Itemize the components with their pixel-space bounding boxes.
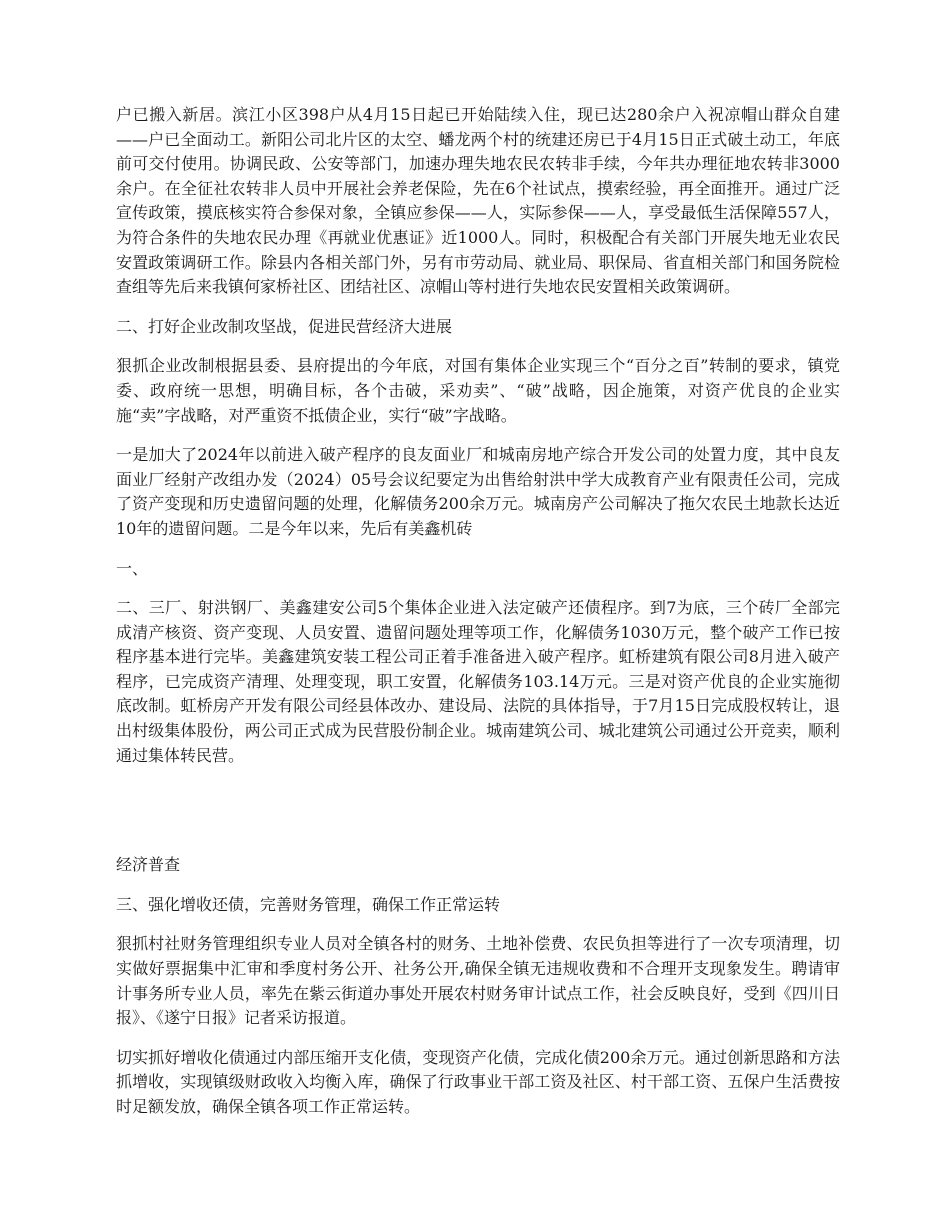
paragraph-bankruptcy-disposal: 一是加大了2024年以前进入破产程序的良友面业厂和城南房地产综合开发公司的处置力度，其中良友面业厂经射产改组办发（2024）05号会议纪要定为出售给射洪中学大成教育产业有限责任公司，完成了资产变现和历史遗留问题的处理，化解债务200余万元。城南房产公司解决了拖欠农民土地款长达近10年的遗留问题。二是今年以来，先后有美鑫机砖 [116,445,840,538]
section-heading-enterprise-reform: 二、打好企业改制攻坚战，促进民营经济大进展 [116,316,453,336]
blank-gap [116,783,840,853]
section-heading-finance: 三、强化增收还债，完善财务管理，确保工作正常运转 [116,894,501,914]
document-page [116,103,840,1135]
paragraph-debt-reduction: 切实抓好增收化债通过内部压缩开支化债，变现资产化债，完成化债200余万元。通过创新思路和方法抓增收，实现镇级财政收入均衡入库，确保了行政事业干部工资及社区、村干部工资、五保户生活费按时足额发放，确保全镇各项工作正常运转。 [116,1047,840,1116]
paragraph-reform-strategy: 狠抓企业改制根据县委、县府提出的今年底，对国有集体企业实现三个“百分之百”转制的要求，镇党委、政府统一思想，明确目标，各个击破，采劝卖”、“破”战略，因企施策，对资产优良的企业实施“卖”字战略，对严重资不抵债企业，实行“破”字战略。 [116,356,840,425]
paragraph-resettlement: 户已搬入新居。滨江小区398户从4月15日起已开始陆续入住，现已达280余户入祝凉帽山群众自建——户已全面动工。新阳公司北片区的太空、蟠龙两个村的统建还房已于4月15日正式破土动工，年底前可交付使用。协调民政、公安等部门，加速办理失地农民农转非手续，今年共办理征地农转非3000余户。在全征社农转非人员中开展社会养老保险，先在6个社试点，摸索经验，再全面推开。通过广泛宣传政策，摸底核实符合参保对象，全镇应参保——人，实际参保——人，享受最低生活保障557人，为符合条件的失地农民办理《再就业优惠证》近1000人。同时，积极配合有关部门开展失地无业农民安置政策调研工作。除县内各相关部门外，另有市劳动局、就业局、职保局、省直相关部门和国务院检查组等先后来我镇何家桥社区、团结社区、凉帽山等村进行失地农民安置相关政策调研。 [116,105,840,297]
paragraph-village-finance: 狠抓村社财务管理组织专业人员对全镇各村的财务、土地补偿费、农民负担等进行了一次专项清理，切实做好票据集中汇审和季度村务公开、社务公开,确保全镇无违规收费和不合理开支现象发生。聘请审计事务所专业人员，率先在紫云街道办事处开展农村财务审计试点工作，社会反映良好，受到《四川日报》、《遂宁日报》记者采访报道。 [116,934,840,1028]
paragraph-collective-enterprises: 二、三厂、射洪钢厂、美鑫建安公司5个集体企业进入法定破产还债程序。到7为底，三个砖厂全部完成清产核资、资产变现、人员安置、遗留问题处理等项工作，化解债务1030万元，整个破产工作已按程序基本进行完毕。美鑫建筑安装工程公司正着手准备进入破产程序。虹桥建筑有限公司8月进入破产程序，已完成资产清理、处理变现，职工安置，化解债务103.14万元。三是对资产优良的企业实施彻底改制。虹桥房产开发有限公司经县体改办、建设局、法院的具体指导，于7月15日完成股权转让，退出村级集体股份，两公司正式成为民营股份制企业。城南建筑公司、城北建筑公司通过公开竞卖，顺利通过集体转民营。 [116,598,840,765]
paragraph-economic-census: 经济普查 [116,855,181,875]
paragraph-fragment: 一、 [116,558,149,578]
